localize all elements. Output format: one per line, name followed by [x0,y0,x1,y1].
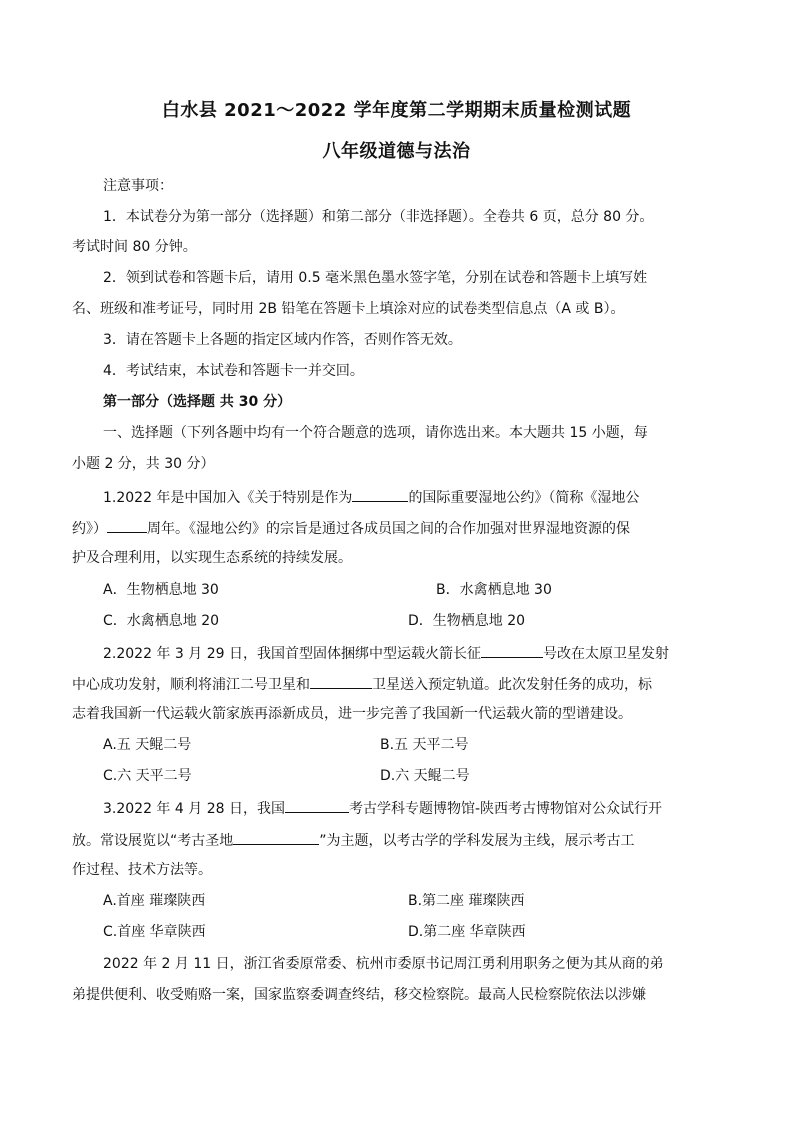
question-1-line-3: 护及合理利用，以实现生态系统的持续发展。 [72,550,352,566]
question-text: 2.2022 年 3 月 29 日，我国首型固体捆绑中型运载火箭长征 [103,646,481,662]
question-text: 号改在太原卫星发射 [542,646,669,662]
section-instructions-cont: 小题 2 分，共 30 分） [72,456,215,472]
answer-blank [107,517,147,533]
question-2-line-3: 志着我国新一代运载火箭家族再添新成员，进一步完善了我国新一代运载火箭的型谱建设。 [72,706,632,722]
part1-heading: 第一部分（选择题 共 30 分） [103,394,292,410]
option-a: A．生物栖息地 30 [103,582,219,598]
notice-item-3: 3．请在答题卡上各题的指定区域内作答，否则作答无效。 [103,332,462,348]
question-4-line-2: 弟提供便利、收受贿赂一案，国家监察委调查终结，移交检察院。最高人民检察院依法以涉嫌 [72,987,646,1003]
question-text: 中心成功发射，顺利将浦江二号卫星和 [72,677,310,693]
question-1 [103,486,639,508]
question-3-line-2 [72,829,635,851]
question-text: 周年。《湿地公约》的宗旨是通过各成员国之间的合作加强对世界湿地资源的保 [147,521,630,537]
question-2 [103,642,669,664]
notice-heading: 注意事项： [103,178,173,194]
answer-blank [352,486,408,502]
option-b: B．水禽栖息地 30 [436,582,552,598]
option-c: C.六 天平二号 [103,768,192,784]
question-text: 3.2022 年 4 月 28 日，我国 [103,801,285,817]
answer-blank [233,829,319,845]
answer-blank [481,642,543,658]
question-3-line-3: 作过程、技术方法等。 [72,862,212,878]
page-subtitle: 八年级道德与法治 [322,141,471,162]
question-text: 的国际重要湿地公约》（简称《湿地公 [408,490,640,506]
option-c: C．水禽栖息地 20 [103,613,220,629]
question-text: 1.2022 年是中国加入《关于特别是作为 [103,490,353,506]
option-c: C.首座 华章陕西 [103,924,206,940]
notice-item-1: 1．本试卷分为第一部分（选择题）和第二部分（非选择题）。全卷共 6 页，总分 80 分。 [103,209,654,225]
answer-blank [285,797,349,813]
answer-blank [310,673,372,689]
option-a: A.五 天鲲二号 [103,737,192,753]
notice-item-2-cont: 名、班级和准考证号，同时用 2B 铅笔在答题卡上填涂对应的试卷类型信息点（A 或 B）。 [72,301,625,317]
question-1-line-2 [72,517,630,539]
question-text: 约》） [72,521,107,537]
option-d: D.六 天鲲二号 [380,768,470,784]
page-title: 白水县 2021～2022 学年度第二学期期末质量检测试题 [161,100,632,121]
question-text: 放。常设展览以“考古圣地 [72,833,234,849]
question-text: 考古学科专题博物馆-陕西考古博物馆对公众试行开 [348,801,663,817]
question-text: ”为主题，以考古学的学科发展为主线，展示考古工 [319,833,635,849]
question-2-line-2 [72,673,652,695]
question-text: 卫星送入预定轨道。此次发射任务的成功，标 [372,677,652,693]
notice-item-1-cont: 考试时间 80 分钟。 [72,239,197,255]
question-4: 2022 年 2 月 11 日，浙江省委原常委、杭州市委原书记周江勇利用职务之便为其从商的弟 [103,956,664,972]
question-3 [103,797,662,819]
option-b: B.第二座 璀璨陕西 [408,893,525,909]
option-d: D.第二座 华章陕西 [408,924,526,940]
notice-item-4: 4．考试结束，本试卷和答题卡一并交回。 [103,363,364,379]
notice-item-2: 2．领到试卷和答题卡后，请用 0.5 毫米黑色墨水签字笔，分别在试卷和答题卡上填写姓 [103,270,648,286]
option-a: A.首座 璀璨陕西 [103,893,206,909]
option-b: B.五 天平二号 [380,737,469,753]
option-d: D．生物栖息地 20 [408,613,526,629]
section-instructions: 一、选择题（下列各题中均有一个符合题意的选项，请你选出来。本大题共 15 小题，每 [103,425,648,441]
